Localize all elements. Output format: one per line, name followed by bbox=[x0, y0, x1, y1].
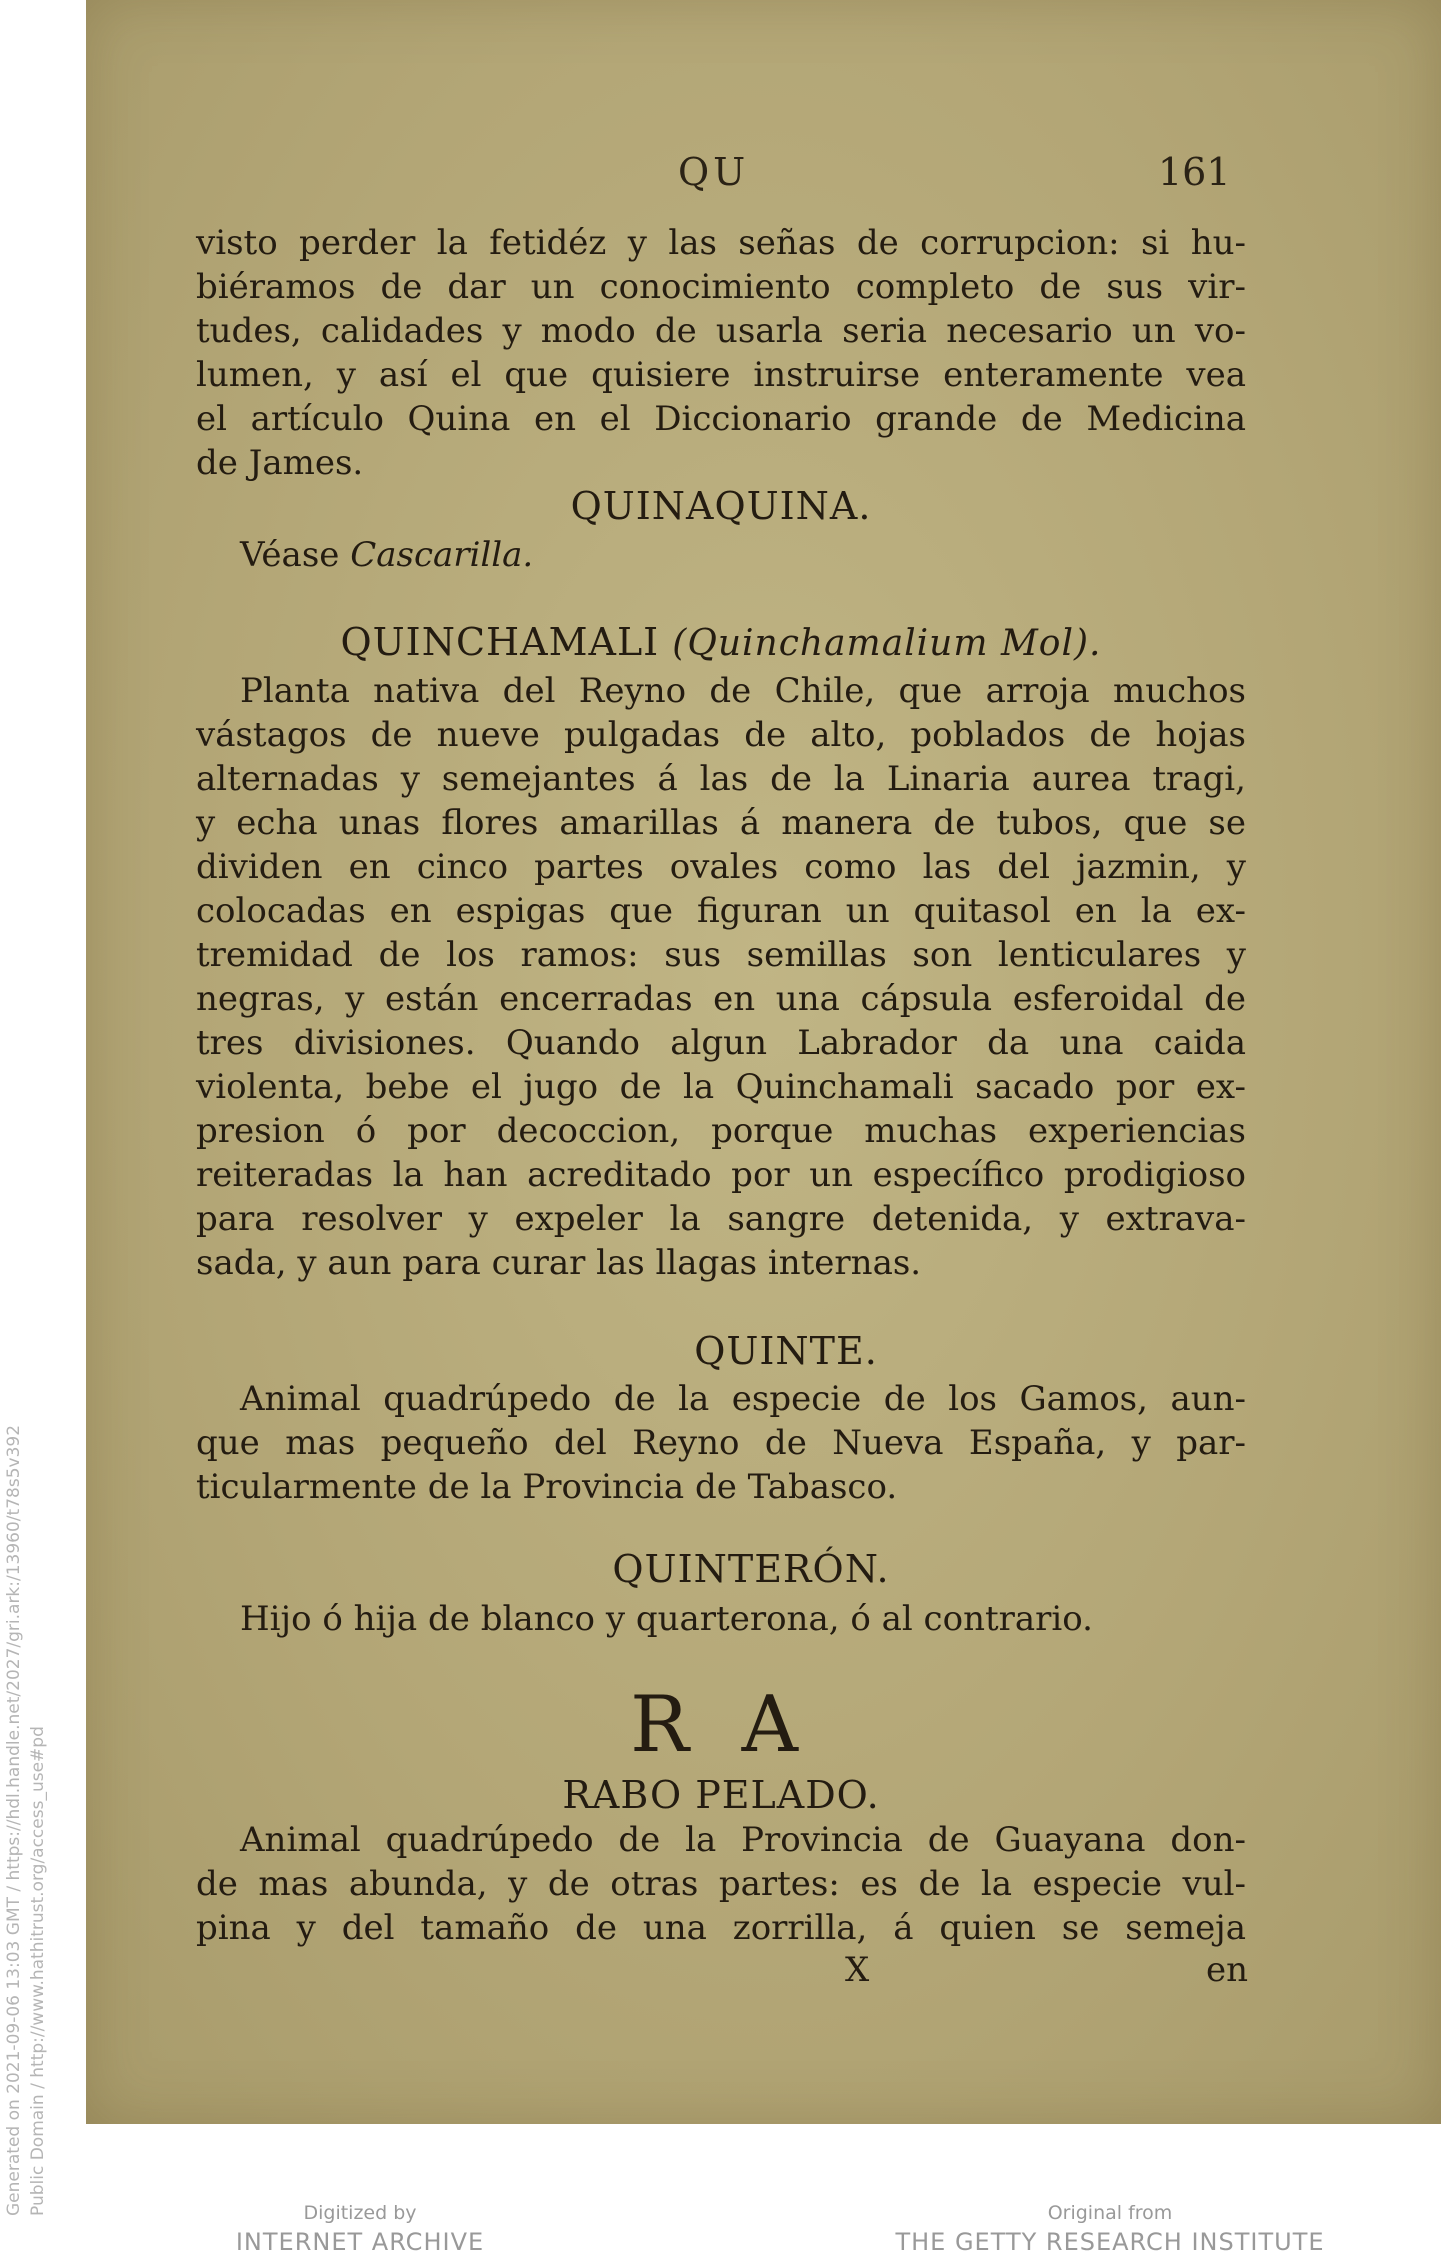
watermark-generated-line: Generated on 2021-09-06 13:03 GMT / https://hdl.handle.net/2027/gri.ark:/13960/t78s5v392 bbox=[4, 1424, 24, 2216]
text-line: que mas pequeño del Reyno de Nueva España, y par- bbox=[196, 1423, 1246, 1463]
text-line: negras, y están encerradas en una cápsula esferoidal de bbox=[196, 979, 1246, 1019]
original-from-credit bbox=[850, 2200, 1370, 2258]
running-head-letters: QU bbox=[678, 150, 750, 194]
text-line: tudes, calidades y modo de usarla seria necesario un vo- bbox=[196, 311, 1246, 351]
entry-title-quinchamali bbox=[196, 620, 1246, 664]
text-line: y echa unas flores amarillas á manera de tubos, que se bbox=[196, 803, 1246, 843]
catchword: en bbox=[1206, 1950, 1249, 1990]
watermark-rights-line: Public Domain / http://www.hathitrust.org/access_use#pd bbox=[28, 1726, 48, 2216]
entry-title-quinaquina: QUINAQUINA. bbox=[570, 484, 872, 528]
quinteron-definition: Hijo ó hija de blanco y quarterona, ó al contrario. bbox=[240, 1599, 1093, 1639]
text-line: Animal quadrúpedo de la Provincia de Guayana don- bbox=[240, 1820, 1246, 1860]
text-line: dividen en cinco partes ovales como las del jazmin, y bbox=[196, 847, 1246, 887]
signature-mark: X bbox=[845, 1950, 870, 1990]
scientific-name: (Quinchamalium Mol). bbox=[672, 623, 1102, 664]
quinchamali-definition bbox=[196, 669, 1246, 1285]
text-line: sada, y aun para curar las llagas internas. bbox=[196, 1243, 922, 1283]
text-line: biéramos de dar un conocimiento completo de sus vir- bbox=[196, 267, 1246, 307]
text-line: vástagos de nueve pulgadas de alto, poblados de hojas bbox=[196, 715, 1246, 755]
original-label: Original from bbox=[1047, 2202, 1173, 2224]
opening-paragraph bbox=[196, 221, 1246, 485]
digitized-label: Digitized by bbox=[303, 2202, 417, 2224]
page-number: 161 bbox=[1158, 150, 1231, 194]
text-line: de mas abunda, y de otras partes: es de la especie vul- bbox=[196, 1864, 1246, 1904]
text-line: visto perder la fetidéz y las señas de corrupcion: si hu- bbox=[196, 223, 1246, 263]
text-line: de James. bbox=[196, 443, 364, 483]
text-line: tres divisiones. Quando algun Labrador da una caida bbox=[196, 1023, 1246, 1063]
original-source: THE GETTY RESEARCH INSTITUTE bbox=[895, 2228, 1325, 2256]
text-line: alternadas y semejantes á las de la Linaria aurea tragi, bbox=[196, 759, 1246, 799]
text-line: el artículo Quina en el Diccionario grande de Medicina bbox=[196, 399, 1246, 439]
text-line: para resolver y expeler la sangre detenida, y extrava- bbox=[196, 1199, 1246, 1239]
text-line: presion ó por decoccion, porque muchas experiencias bbox=[196, 1111, 1246, 1151]
text-line: pina y del tamaño de una zorrilla, á quien se semeja bbox=[196, 1908, 1246, 1948]
text-line: lumen, y así el que quisiere instruirse enteramente vea bbox=[196, 355, 1246, 395]
rabo-pelado-definition bbox=[196, 1818, 1246, 1950]
entry-title-quinte: QUINTE. bbox=[694, 1329, 878, 1373]
see-target: Cascarilla. bbox=[350, 535, 534, 575]
text-line: tremidad de los ramos: sus semillas son lenticulares y bbox=[196, 935, 1246, 975]
text-line: colocadas en espigas que figuran un quitasol en la ex- bbox=[196, 891, 1246, 931]
quinte-definition bbox=[196, 1377, 1246, 1509]
digitized-source: INTERNET ARCHIVE bbox=[235, 2228, 485, 2256]
text-line: reiteradas la han acreditado por un específico prodigioso bbox=[196, 1155, 1246, 1195]
digitized-by-credit bbox=[200, 2200, 520, 2258]
text-line: violenta, bebe el jugo de la Quinchamali sacado por ex- bbox=[196, 1067, 1246, 1107]
quinaquina-cross-reference bbox=[240, 533, 533, 577]
text-line: ticularmente de la Provincia de Tabasco. bbox=[196, 1467, 898, 1507]
entry-title-rabo-pelado: RABO PELADO. bbox=[562, 1773, 880, 1817]
entry-title-quinteron: QUINTERÓN. bbox=[612, 1547, 890, 1591]
entry-headword: QUINCHAMALI bbox=[340, 620, 660, 664]
section-heading-ra: R A bbox=[630, 1680, 812, 1770]
text-line: Planta nativa del Reyno de Chile, que arroja muchos bbox=[240, 671, 1246, 711]
see-prefix: Véase bbox=[240, 535, 340, 575]
text-line: Animal quadrúpedo de la especie de los Gamos, aun- bbox=[240, 1379, 1246, 1419]
hathitrust-watermark bbox=[2, 1096, 50, 2216]
